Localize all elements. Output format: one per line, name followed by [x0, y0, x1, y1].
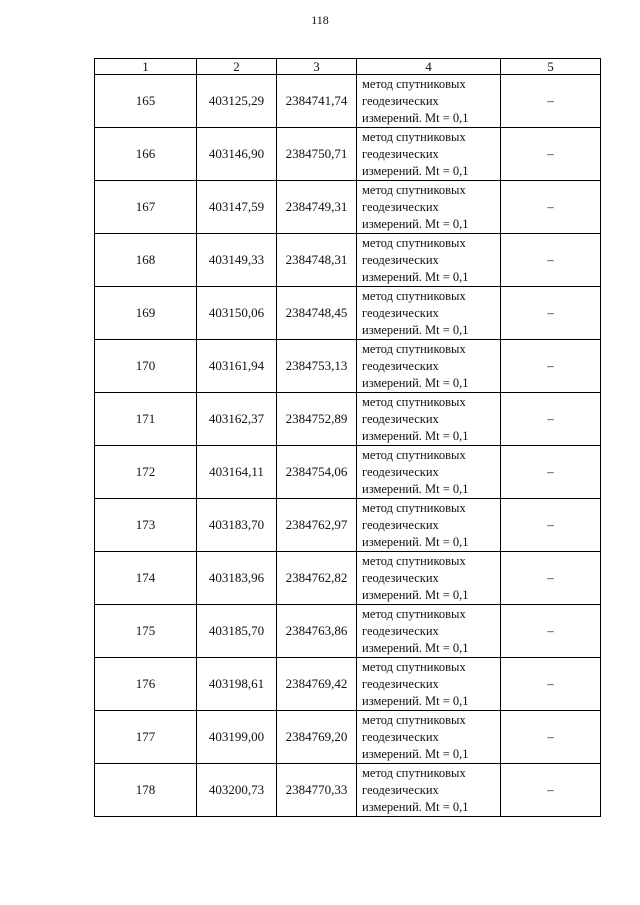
note-cell: –	[501, 711, 601, 764]
x-coordinate-cell: 403198,61	[197, 658, 277, 711]
method-cell	[357, 287, 501, 340]
page-number: 118	[311, 13, 329, 27]
note-cell: –	[501, 605, 601, 658]
x-coordinate-cell: 403162,37	[197, 393, 277, 446]
method-text-line: измерений. Mt = 0,1	[362, 322, 469, 337]
table-row	[95, 499, 601, 552]
note-cell: –	[501, 764, 601, 817]
column-header-3: 3	[277, 59, 357, 75]
method-text-line: измерений. Mt = 0,1	[362, 693, 469, 708]
column-header-1: 1	[95, 59, 197, 75]
x-coordinate-cell: 403150,06	[197, 287, 277, 340]
x-coordinate-cell: 403185,70	[197, 605, 277, 658]
note-cell: –	[501, 181, 601, 234]
table-row	[95, 340, 601, 393]
point-number-cell: 173	[95, 499, 197, 552]
y-coordinate-cell: 2384754,06	[277, 446, 357, 499]
table-row	[95, 181, 601, 234]
x-coordinate-cell: 403146,90	[197, 128, 277, 181]
table-body	[95, 75, 601, 817]
point-number-cell: 165	[95, 75, 197, 128]
method-text-line: метод спутниковых	[362, 553, 466, 568]
y-coordinate-cell: 2384753,13	[277, 340, 357, 393]
method-text-line: измерений. Mt = 0,1	[362, 428, 469, 443]
method-text-line: геодезических	[362, 305, 439, 320]
method-text-line: геодезических	[362, 146, 439, 161]
method-text-line: измерений. Mt = 0,1	[362, 163, 469, 178]
point-number-cell: 169	[95, 287, 197, 340]
x-coordinate-cell: 403164,11	[197, 446, 277, 499]
point-number-cell: 171	[95, 393, 197, 446]
coordinates-table	[94, 58, 601, 817]
table-row	[95, 711, 601, 764]
method-cell	[357, 75, 501, 128]
note-cell: –	[501, 552, 601, 605]
method-cell	[357, 658, 501, 711]
note-cell: –	[501, 393, 601, 446]
column-header-2: 2	[197, 59, 277, 75]
method-text-line: геодезических	[362, 464, 439, 479]
table-row	[95, 128, 601, 181]
table-row	[95, 552, 601, 605]
method-text-line: измерений. Mt = 0,1	[362, 216, 469, 231]
method-text-line: метод спутниковых	[362, 235, 466, 250]
note-cell: –	[501, 499, 601, 552]
y-coordinate-cell: 2384769,20	[277, 711, 357, 764]
method-cell	[357, 552, 501, 605]
method-text-line: измерений. Mt = 0,1	[362, 640, 469, 655]
point-number-cell: 172	[95, 446, 197, 499]
method-text-line: измерений. Mt = 0,1	[362, 746, 469, 761]
table-row	[95, 234, 601, 287]
point-number-cell: 177	[95, 711, 197, 764]
method-text-line: метод спутниковых	[362, 606, 466, 621]
y-coordinate-cell: 2384763,86	[277, 605, 357, 658]
method-text-line: метод спутниковых	[362, 500, 466, 515]
header-row	[95, 59, 601, 75]
method-text-line: геодезических	[362, 623, 439, 638]
y-coordinate-cell: 2384769,42	[277, 658, 357, 711]
note-cell: –	[501, 234, 601, 287]
method-text-line: измерений. Mt = 0,1	[362, 110, 469, 125]
x-coordinate-cell: 403125,29	[197, 75, 277, 128]
y-coordinate-cell: 2384752,89	[277, 393, 357, 446]
method-cell	[357, 128, 501, 181]
point-number-cell: 178	[95, 764, 197, 817]
point-number-cell: 175	[95, 605, 197, 658]
method-text-line: геодезических	[362, 729, 439, 744]
method-text-line: метод спутниковых	[362, 182, 466, 197]
method-text-line: метод спутниковых	[362, 394, 466, 409]
point-number-cell: 174	[95, 552, 197, 605]
point-number-cell: 168	[95, 234, 197, 287]
method-text-line: измерений. Mt = 0,1	[362, 534, 469, 549]
table-row	[95, 393, 601, 446]
x-coordinate-cell: 403183,70	[197, 499, 277, 552]
method-text-line: метод спутниковых	[362, 659, 466, 674]
method-cell	[357, 499, 501, 552]
x-coordinate-cell: 403161,94	[197, 340, 277, 393]
note-cell: –	[501, 446, 601, 499]
method-text-line: измерений. Mt = 0,1	[362, 375, 469, 390]
y-coordinate-cell: 2384749,31	[277, 181, 357, 234]
method-text-line: геодезических	[362, 676, 439, 691]
method-cell	[357, 764, 501, 817]
method-text-line: метод спутниковых	[362, 765, 466, 780]
column-header-4: 4	[357, 59, 501, 75]
table-row	[95, 605, 601, 658]
method-text-line: геодезических	[362, 93, 439, 108]
note-cell: –	[501, 287, 601, 340]
note-cell: –	[501, 658, 601, 711]
method-text-line: метод спутниковых	[362, 712, 466, 727]
point-number-cell: 166	[95, 128, 197, 181]
table-row	[95, 658, 601, 711]
method-cell	[357, 605, 501, 658]
note-cell: –	[501, 340, 601, 393]
method-cell	[357, 446, 501, 499]
table-header	[95, 59, 601, 75]
method-cell	[357, 711, 501, 764]
method-text-line: метод спутниковых	[362, 129, 466, 144]
method-cell	[357, 181, 501, 234]
y-coordinate-cell: 2384770,33	[277, 764, 357, 817]
y-coordinate-cell: 2384762,97	[277, 499, 357, 552]
method-text-line: геодезических	[362, 252, 439, 267]
method-text-line: геодезических	[362, 358, 439, 373]
method-cell	[357, 340, 501, 393]
method-text-line: геодезических	[362, 570, 439, 585]
method-text-line: геодезических	[362, 411, 439, 426]
method-text-line: метод спутниковых	[362, 76, 466, 91]
point-number-cell: 170	[95, 340, 197, 393]
table-row	[95, 287, 601, 340]
table-row	[95, 446, 601, 499]
method-text-line: метод спутниковых	[362, 288, 466, 303]
column-header-5: 5	[501, 59, 601, 75]
table-row	[95, 764, 601, 817]
y-coordinate-cell: 2384748,31	[277, 234, 357, 287]
y-coordinate-cell: 2384762,82	[277, 552, 357, 605]
method-text-line: метод спутниковых	[362, 447, 466, 462]
y-coordinate-cell: 2384741,74	[277, 75, 357, 128]
method-text-line: измерений. Mt = 0,1	[362, 481, 469, 496]
point-number-cell: 167	[95, 181, 197, 234]
note-cell: –	[501, 75, 601, 128]
note-cell: –	[501, 128, 601, 181]
point-number-cell: 176	[95, 658, 197, 711]
method-text-line: измерений. Mt = 0,1	[362, 587, 469, 602]
y-coordinate-cell: 2384750,71	[277, 128, 357, 181]
y-coordinate-cell: 2384748,45	[277, 287, 357, 340]
method-text-line: метод спутниковых	[362, 341, 466, 356]
method-text-line: геодезических	[362, 782, 439, 797]
x-coordinate-cell: 403147,59	[197, 181, 277, 234]
x-coordinate-cell: 403200,73	[197, 764, 277, 817]
method-cell	[357, 234, 501, 287]
x-coordinate-cell: 403199,00	[197, 711, 277, 764]
method-cell	[357, 393, 501, 446]
method-text-line: измерений. Mt = 0,1	[362, 799, 469, 814]
table-row	[95, 75, 601, 128]
method-text-line: измерений. Mt = 0,1	[362, 269, 469, 284]
method-text-line: геодезических	[362, 199, 439, 214]
x-coordinate-cell: 403183,96	[197, 552, 277, 605]
x-coordinate-cell: 403149,33	[197, 234, 277, 287]
method-text-line: геодезических	[362, 517, 439, 532]
